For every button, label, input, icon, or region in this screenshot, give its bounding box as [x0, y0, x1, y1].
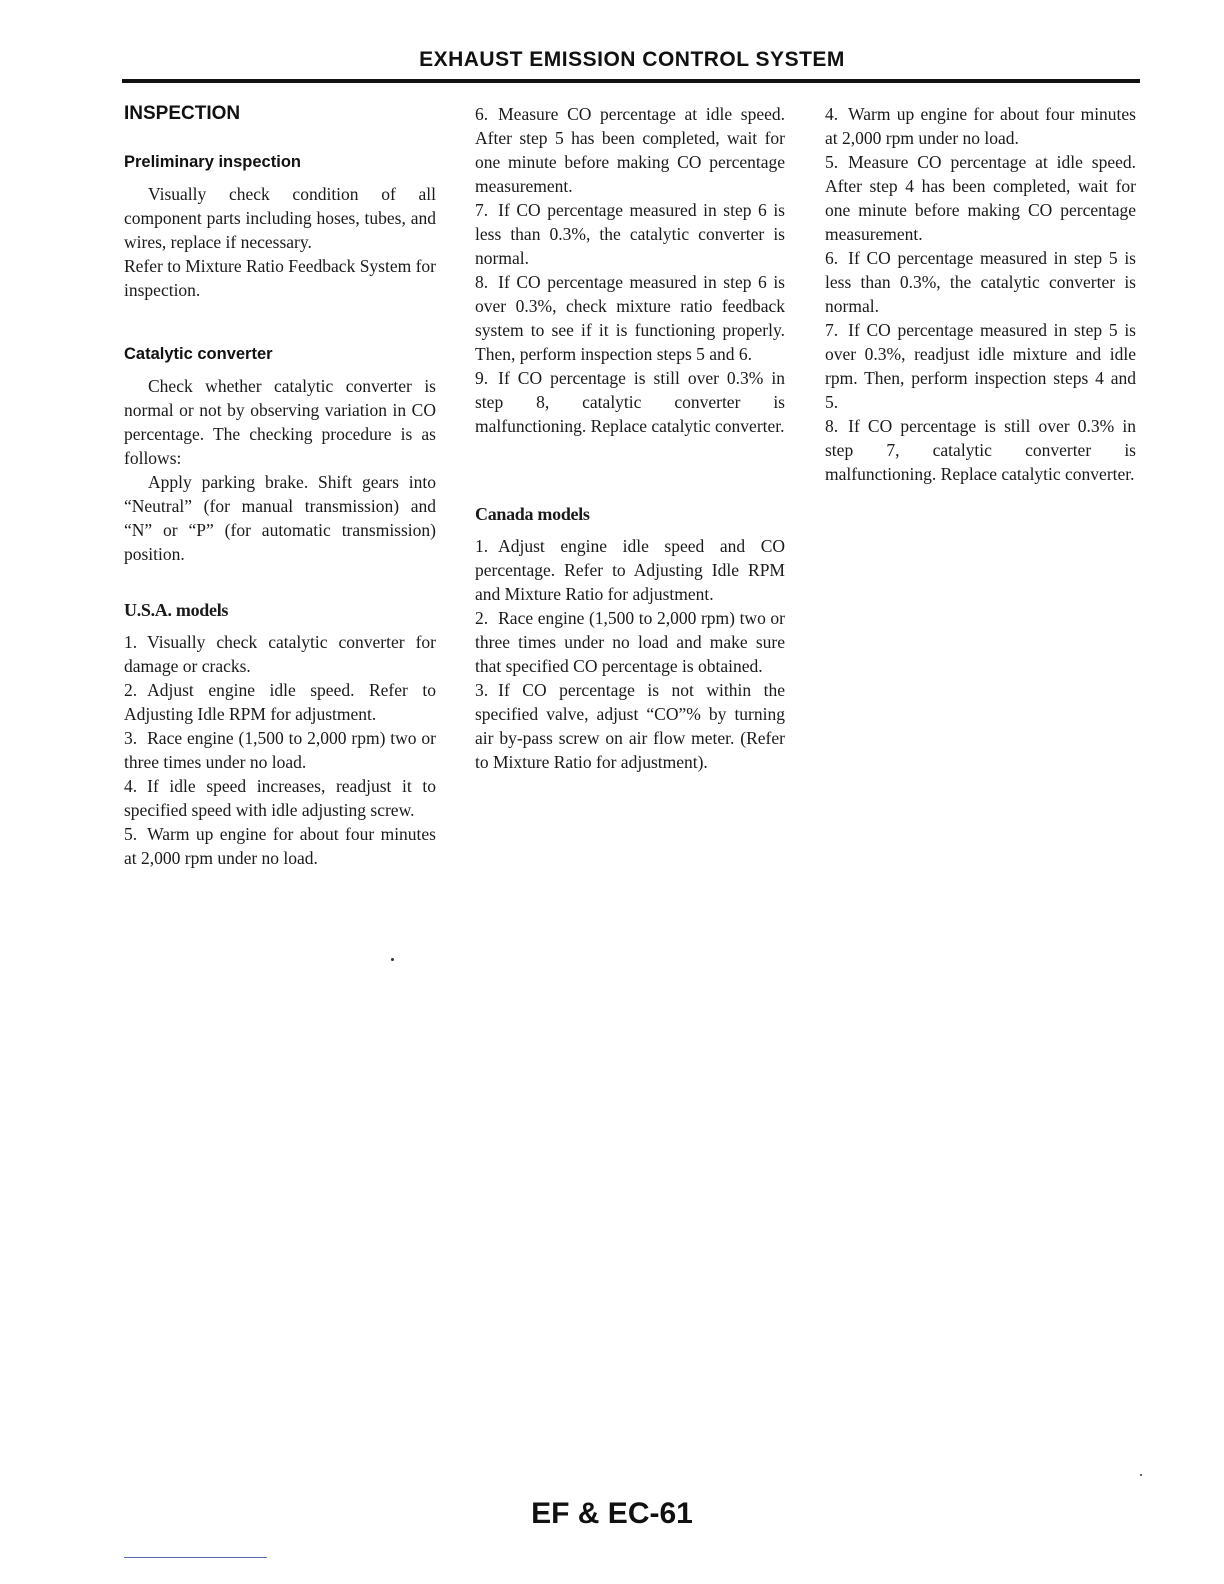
list-item: 1. Visually check catalytic converter for damage or cracks.: [124, 632, 436, 676]
subheading-catalytic-converter: Catalytic converter: [124, 345, 273, 363]
preliminary-paragraph-1: Visually check condition of all component parts including hoses, tubes, and wires, replace if necessary.: [124, 184, 436, 252]
list-item: 9. If CO percentage is still over 0.3% in step 8, catalytic converter is malfunctioning. Replace catalytic converter.: [475, 368, 785, 436]
list-item: 7. If CO percentage measured in step 5 is over 0.3%, readjust idle mixture and idle rpm. Then, perform inspection steps 4 and 5.: [825, 320, 1136, 412]
page-number: EF & EC-61: [531, 1497, 693, 1530]
preliminary-paragraph-2: Refer to Mixture Ratio Feedback System for inspection.: [124, 256, 437, 300]
list-item: 8. If CO percentage is still over 0.3% in step 7, catalytic converter is malfunctioning. Replace catalytic converter.: [825, 416, 1136, 484]
list-item: 4. Warm up engine for about four minutes at 2,000 rpm under no load.: [825, 104, 1136, 148]
list-item: 2. Race engine (1,500 to 2,000 rpm) two or three times under no load and make sure that specified CO percentage is obtained.: [475, 608, 785, 676]
list-item: 6. If CO percentage measured in step 5 is less than 0.3%, the catalytic converter is normal.: [825, 248, 1136, 316]
list-item: 6. Measure CO percentage at idle speed. After step 5 has been completed, wait for one minute before making CO percentage measurement.: [475, 104, 785, 196]
catalytic-paragraph-2: Apply parking brake. Shift gears into “Neutral” (for manual transmission) and “N” or “P” (for automatic transmission) position.: [124, 472, 436, 564]
header-rule: [122, 79, 1140, 83]
stray-dot: [391, 958, 394, 961]
bottom-rule: [124, 1557, 267, 1558]
list-item: 3. If CO percentage is not within the specified valve, adjust “CO”% by turning air by-pass screw on air flow meter. (Refer to Mixture Ratio for adjustment).: [475, 680, 785, 772]
list-item: 5. Warm up engine for about four minutes at 2,000 rpm under no load.: [124, 824, 436, 868]
list-item: 2. Adjust engine idle speed. Refer to Adjusting Idle RPM for adjustment.: [124, 680, 436, 724]
canada-steps-list: [475, 534, 785, 774]
list-item: 3. Race engine (1,500 to 2,000 rpm) two or three times under no load.: [124, 728, 436, 772]
catalytic-paragraph-1: Check whether catalytic converter is normal or not by observing variation in CO percentage. The checking procedure is as follows:: [124, 376, 436, 468]
subheading-canada-models: Canada models: [475, 504, 590, 524]
list-item: 4. If idle speed increases, readjust it to specified speed with idle adjusting screw.: [124, 776, 436, 820]
list-item: 5. Measure CO percentage at idle speed. After step 4 has been completed, wait for one minute before making CO percentage measurement.: [825, 152, 1136, 244]
usa-steps-continued-list: [475, 102, 785, 438]
section-title-inspection: INSPECTION: [124, 103, 241, 124]
subheading-usa-models: U.S.A. models: [124, 600, 229, 620]
column-3: [825, 98, 1136, 486]
page-header-title: EXHAUST EMISSION CONTROL SYSTEM: [419, 48, 845, 71]
column-1: [124, 98, 436, 870]
subheading-preliminary-inspection: Preliminary inspection: [124, 153, 301, 171]
usa-steps-list: [124, 630, 436, 870]
canada-steps-continued-list: [825, 102, 1136, 486]
stray-dot: [1140, 1474, 1142, 1476]
list-item: 8. If CO percentage measured in step 6 is over 0.3%, check mixture ratio feedback system to see if it is functioning properly. Then, perform inspection steps 5 and 6.: [475, 272, 785, 364]
list-item: 7. If CO percentage measured in step 6 is less than 0.3%, the catalytic converter is normal.: [475, 200, 785, 268]
column-2: [475, 98, 785, 774]
list-item: 1. Adjust engine idle speed and CO percentage. Refer to Adjusting Idle RPM and Mixture Ratio for adjustment.: [475, 536, 785, 604]
